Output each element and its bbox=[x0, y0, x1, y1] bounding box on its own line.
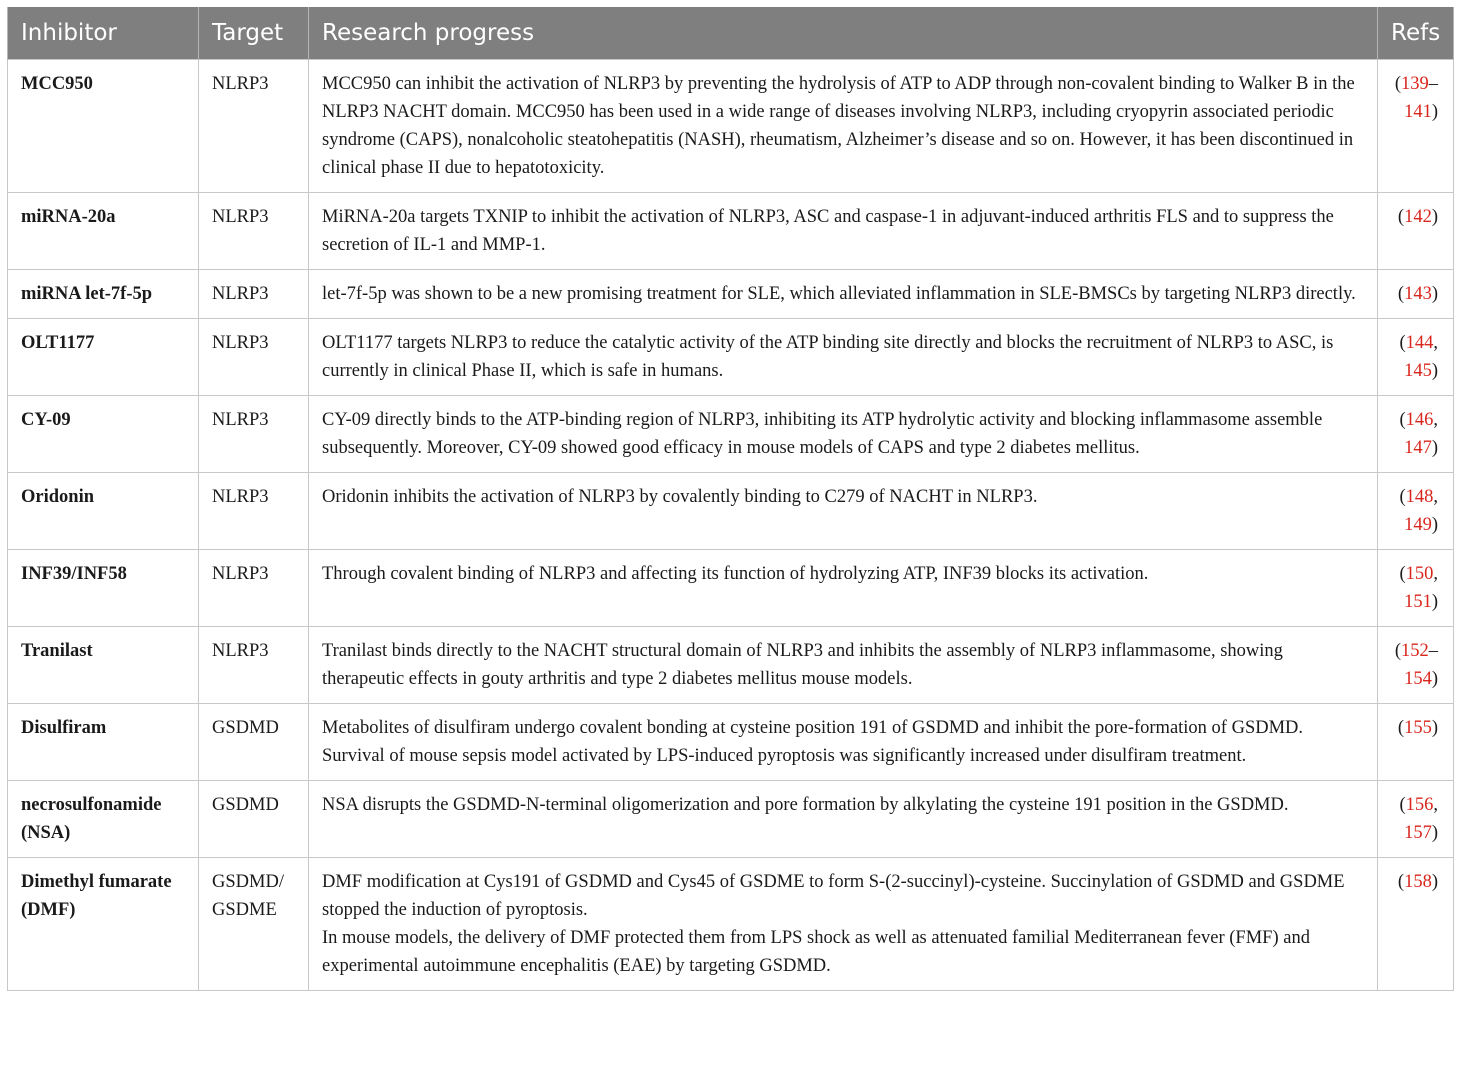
inhibitor-cell: Dimethyl fumarate (DMF) bbox=[8, 858, 199, 991]
research-progress-text: Tranilast binds directly to the NACHT structural domain of NLRP3 and inhibits the assembly of NLRP3 inflammasome, showing therapeutic effects in gouty arthritis and type 2 diabetes mellitus mouse models. bbox=[322, 641, 1283, 689]
ref-link[interactable]: 144 bbox=[1405, 333, 1434, 353]
ref-separator: , bbox=[1433, 795, 1438, 815]
target-cell: NLRP3 bbox=[199, 627, 309, 704]
table-row bbox=[8, 319, 1454, 396]
ref-link[interactable]: 152 bbox=[1401, 641, 1429, 661]
research-progress-cell bbox=[309, 396, 1378, 473]
header-inhibitor: Inhibitor bbox=[8, 7, 199, 60]
target-cell: NLRP3 bbox=[199, 319, 309, 396]
header-refs: Refs bbox=[1378, 7, 1454, 60]
header-research-progress: Research progress bbox=[309, 7, 1378, 60]
table-body bbox=[8, 60, 1454, 991]
ref-link[interactable]: 139 bbox=[1401, 74, 1429, 94]
table-row bbox=[8, 193, 1454, 270]
inhibitor-cell: INF39/INF58 bbox=[8, 550, 199, 627]
table-row bbox=[8, 473, 1454, 550]
ref-separator: – bbox=[1428, 74, 1438, 94]
target-cell: NLRP3 bbox=[199, 473, 309, 550]
target-cell: GSDMD bbox=[199, 781, 309, 858]
ref-link[interactable]: 149 bbox=[1404, 515, 1432, 535]
inhibitor-cell: miRNA-20a bbox=[8, 193, 199, 270]
research-progress-cell bbox=[309, 270, 1378, 319]
research-progress-text: OLT1177 targets NLRP3 to reduce the catalytic activity of the ATP binding site directly and blocks the recruitment of NLRP3 to ASC, is currently in clinical Phase II, which is safe in humans. bbox=[322, 333, 1334, 381]
ref-link[interactable]: 151 bbox=[1404, 592, 1432, 612]
header-row bbox=[8, 7, 1454, 60]
research-progress-cell bbox=[309, 473, 1378, 550]
refs-cell: (144, 145) bbox=[1378, 319, 1454, 396]
research-progress-text: Oridonin inhibits the activation of NLRP3 by covalently binding to C279 of NACHT in NLRP3. bbox=[322, 487, 1038, 507]
ref-link[interactable]: 158 bbox=[1404, 872, 1432, 892]
ref-link[interactable]: 146 bbox=[1405, 410, 1434, 430]
inhibitor-cell: CY-09 bbox=[8, 396, 199, 473]
table-header bbox=[8, 7, 1454, 60]
inhibitor-cell: Disulfiram bbox=[8, 704, 199, 781]
table-row bbox=[8, 704, 1454, 781]
refs-cell: (150, 151) bbox=[1378, 550, 1454, 627]
refs-cell: (139– 141) bbox=[1378, 60, 1454, 193]
ref-link[interactable]: 154 bbox=[1404, 669, 1432, 689]
ref-link[interactable]: 147 bbox=[1404, 438, 1432, 458]
research-progress-cell bbox=[309, 319, 1378, 396]
research-progress-cell bbox=[309, 858, 1378, 991]
research-progress-text: DMF modification at Cys191 of GSDMD and Cys45 of GSDME to form S-(2-succinyl)-cysteine. Succinylation of GSDMD and GSDME stopped the induction of pyroptosis. bbox=[322, 872, 1345, 920]
inhibitor-cell: Oridonin bbox=[8, 473, 199, 550]
table-row bbox=[8, 627, 1454, 704]
target-cell: NLRP3 bbox=[199, 550, 309, 627]
inhibitor-cell: necrosulfonamide (NSA) bbox=[8, 781, 199, 858]
refs-cell: (148, 149) bbox=[1378, 473, 1454, 550]
research-progress-text-2: In mouse models, the delivery of DMF protected them from LPS shock as well as attenuated familial Mediterranean fever (FMF) and experimental autoimmune encephalitis (EAE) by targeting GSDMD. bbox=[322, 928, 1310, 976]
refs-cell: (158) bbox=[1378, 858, 1454, 991]
research-progress-cell bbox=[309, 627, 1378, 704]
ref-separator: , bbox=[1433, 487, 1438, 507]
inhibitor-cell: OLT1177 bbox=[8, 319, 199, 396]
ref-link[interactable]: 155 bbox=[1404, 718, 1432, 738]
ref-link[interactable]: 143 bbox=[1404, 284, 1432, 304]
target-cell: NLRP3 bbox=[199, 193, 309, 270]
ref-separator: , bbox=[1433, 564, 1438, 584]
research-progress-text: NSA disrupts the GSDMD-N-terminal oligomerization and pore formation by alkylating the cysteine 191 position in the GSDMD. bbox=[322, 795, 1289, 815]
refs-cell: (146, 147) bbox=[1378, 396, 1454, 473]
table-row bbox=[8, 858, 1454, 991]
research-progress-text: MiRNA-20a targets TXNIP to inhibit the activation of NLRP3, ASC and caspase-1 in adjuvant-induced arthritis FLS and to suppress the secretion of IL-1 and MMP-1. bbox=[322, 207, 1334, 255]
refs-cell: (142) bbox=[1378, 193, 1454, 270]
ref-link[interactable]: 156 bbox=[1405, 795, 1434, 815]
target-cell: NLRP3 bbox=[199, 396, 309, 473]
research-progress-text: MCC950 can inhibit the activation of NLRP3 by preventing the hydrolysis of ATP to ADP through non-covalent binding to Walker B in the NLRP3 NACHT domain. MCC950 has been used in a wide range of diseases involving NLRP3, including cryopyrin associated periodic syndrome (CAPS), nonalcoholic steatohepatitis (NASH), rheumatism, Alzheimer’s disease and so on. However, it has been discontinued in clinical phase II due to hepatotoxicity. bbox=[322, 74, 1355, 178]
ref-link[interactable]: 142 bbox=[1404, 207, 1432, 227]
inhibitor-cell: miRNA let-7f-5p bbox=[8, 270, 199, 319]
ref-link[interactable]: 148 bbox=[1405, 487, 1434, 507]
research-progress-cell bbox=[309, 550, 1378, 627]
refs-cell: (156, 157) bbox=[1378, 781, 1454, 858]
inhibitor-cell: Tranilast bbox=[8, 627, 199, 704]
inhibitor-table bbox=[7, 7, 1454, 991]
table-row bbox=[8, 550, 1454, 627]
research-progress-text: let-7f-5p was shown to be a new promising treatment for SLE, which alleviated inflammation in SLE-BMSCs by targeting NLRP3 directly. bbox=[322, 284, 1356, 304]
ref-separator: , bbox=[1433, 410, 1438, 430]
table-row bbox=[8, 270, 1454, 319]
ref-link[interactable]: 157 bbox=[1404, 823, 1432, 843]
ref-link[interactable]: 145 bbox=[1404, 361, 1432, 381]
research-progress-text: CY-09 directly binds to the ATP-binding region of NLRP3, inhibiting its ATP hydrolytic activity and blocking inflammasome assemble subsequently. Moreover, CY-09 showed good efficacy in mouse models of CAPS and type 2 diabetes mellitus. bbox=[322, 410, 1323, 458]
refs-cell: (152– 154) bbox=[1378, 627, 1454, 704]
refs-cell: (143) bbox=[1378, 270, 1454, 319]
table-row bbox=[8, 781, 1454, 858]
research-progress-cell bbox=[309, 781, 1378, 858]
target-cell: NLRP3 bbox=[199, 60, 309, 193]
research-progress-cell bbox=[309, 60, 1378, 193]
ref-link[interactable]: 150 bbox=[1405, 564, 1434, 584]
table-row bbox=[8, 60, 1454, 193]
research-progress-text: Through covalent binding of NLRP3 and affecting its function of hydrolyzing ATP, INF39 blocks its activation. bbox=[322, 564, 1149, 584]
research-progress-text: Metabolites of disulfiram undergo covalent bonding at cysteine position 191 of GSDMD and inhibit the pore-formation of GSDMD. Survival of mouse sepsis model activated by LPS-induced pyroptosis was significantly increased under disulfiram treatment. bbox=[322, 718, 1304, 766]
ref-separator: – bbox=[1428, 641, 1438, 661]
target-cell: GSDMD/ GSDME bbox=[199, 858, 309, 991]
target-cell: GSDMD bbox=[199, 704, 309, 781]
ref-separator: , bbox=[1433, 333, 1438, 353]
ref-link[interactable]: 141 bbox=[1404, 102, 1432, 122]
research-progress-cell bbox=[309, 193, 1378, 270]
research-progress-cell bbox=[309, 704, 1378, 781]
refs-cell: (155) bbox=[1378, 704, 1454, 781]
target-cell: NLRP3 bbox=[199, 270, 309, 319]
table-row bbox=[8, 396, 1454, 473]
inhibitor-cell: MCC950 bbox=[8, 60, 199, 193]
header-target: Target bbox=[199, 7, 309, 60]
